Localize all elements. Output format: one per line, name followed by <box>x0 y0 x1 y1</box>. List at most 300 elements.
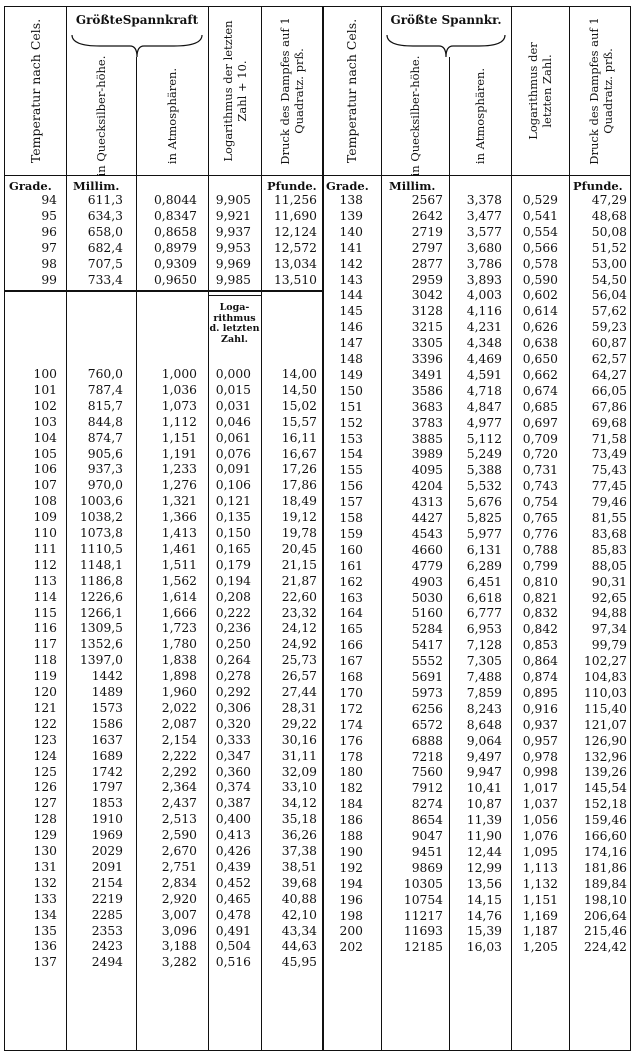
table-cell: 1,112 <box>161 414 197 429</box>
table-cell: 5160 <box>411 606 443 621</box>
table-cell: 0,360 <box>215 764 251 779</box>
table-cell: 1,321 <box>161 494 197 509</box>
table-cell: 16,03 <box>466 940 502 955</box>
table-cell: 60,87 <box>591 336 627 351</box>
table-cell: 2,751 <box>161 859 197 874</box>
table-cell: 168 <box>339 670 363 684</box>
table-cell: 4427 <box>411 511 443 525</box>
table-cell: 5973 <box>411 685 443 700</box>
table-cell: 0,765 <box>522 511 558 525</box>
table-cell: 104,83 <box>583 670 627 684</box>
table-cell: 3783 <box>411 415 443 430</box>
table-cell: 0,015 <box>215 382 251 397</box>
table-cell: 0,754 <box>522 495 558 510</box>
table-cell: 127 <box>33 796 57 811</box>
table-cell: 14,76 <box>466 908 502 923</box>
table-cell: 133 <box>33 891 57 906</box>
table-cell: 23,32 <box>281 605 317 620</box>
table-cell: 152,18 <box>583 797 627 812</box>
table-cell: 2423 <box>91 939 123 954</box>
table-cell: 159 <box>339 526 363 541</box>
table-cell: 113 <box>33 573 57 588</box>
table-cell: 107 <box>33 478 57 493</box>
table-cell: 31,11 <box>281 748 317 763</box>
header-atm <box>449 57 511 175</box>
table-cell: 15,02 <box>281 398 317 413</box>
table-cell: 123 <box>33 732 57 747</box>
table-cell: 0,516 <box>215 955 251 970</box>
table-cell: 155 <box>339 463 363 478</box>
table-cell: 9,064 <box>466 733 502 748</box>
table-cell: 2,670 <box>161 844 197 858</box>
table-cell: 110 <box>33 526 57 540</box>
header-temp-label: Temperatur nach Cels. <box>27 18 43 164</box>
table-cell: 160 <box>339 542 363 557</box>
log-note <box>208 303 261 345</box>
table-cell: 159,46 <box>583 813 627 828</box>
table-cell: 0,9309 <box>153 256 197 271</box>
table-cell: 134 <box>33 907 57 922</box>
table-cell: 165 <box>339 622 363 637</box>
table-cell: 1853 <box>91 796 123 811</box>
table-cell: 634,3 <box>87 208 123 223</box>
table-cell: 0,165 <box>215 541 251 556</box>
table-cell: 206,64 <box>583 908 627 923</box>
table-cell: 1,132 <box>522 876 558 891</box>
table-cell: 0,685 <box>522 399 558 414</box>
unit-grade: Grade. <box>9 179 52 193</box>
table-cell: 1226,6 <box>79 589 123 604</box>
log-note-line: Zahl. <box>221 333 248 345</box>
table-cell: 130 <box>33 844 57 858</box>
table-cell: 7560 <box>411 765 443 780</box>
table-cell: 0,8658 <box>153 224 197 239</box>
table-cell: 97,34 <box>591 622 627 637</box>
table-cell: 3,680 <box>466 240 502 255</box>
brace-icon <box>70 33 204 59</box>
table-cell: 9,921 <box>215 208 251 223</box>
table-cell: 9,937 <box>215 224 251 239</box>
table-cell: 167 <box>339 654 363 669</box>
table-cell: 1573 <box>91 700 123 715</box>
table-cell: 1,073 <box>161 398 197 413</box>
table-cell: 36,26 <box>281 828 317 843</box>
table-cell: 6,618 <box>466 590 502 605</box>
table-cell: 10754 <box>403 892 443 907</box>
table-cell: 1,151 <box>522 892 558 907</box>
table-cell: 71,58 <box>591 431 627 446</box>
table-cell: 1186,8 <box>79 573 123 588</box>
table-cell: 34,12 <box>281 796 317 811</box>
table-cell: 6888 <box>411 733 443 748</box>
table-cell: 56,04 <box>591 288 627 303</box>
table-cell: 787,4 <box>87 382 123 397</box>
table-cell: 2642 <box>411 208 443 223</box>
table-cell: 37,38 <box>281 844 317 858</box>
table-cell: 182 <box>339 781 363 796</box>
table-cell: 7,128 <box>466 638 502 653</box>
table-cell: 9,969 <box>215 256 251 271</box>
table-cell: 178 <box>339 749 363 764</box>
header-mm <box>66 57 136 175</box>
table-cell: 0,264 <box>215 653 251 668</box>
table-cell: 105 <box>33 446 57 461</box>
table-cell: 5691 <box>411 670 443 684</box>
table-cell: 176 <box>339 733 363 748</box>
table-cell: 1,562 <box>161 573 197 588</box>
table-cell: 3215 <box>411 320 443 335</box>
table-cell: 96 <box>41 224 57 239</box>
table-cell: 0,821 <box>522 590 558 605</box>
table-cell: 10,41 <box>466 781 502 796</box>
table-cell: 24,92 <box>281 637 317 652</box>
table-cell: 181,86 <box>583 860 627 875</box>
table-cell: 1,614 <box>161 589 197 604</box>
table-cell: 4,348 <box>466 336 502 351</box>
table-cell: 32,09 <box>281 764 317 779</box>
table-cell: 4313 <box>411 495 443 510</box>
table-cell: 1,461 <box>161 541 197 556</box>
table-cell: 3683 <box>411 399 443 414</box>
header-atm-label: in Atmosphären. <box>473 67 487 165</box>
unit-grade: Grade. <box>326 179 369 193</box>
log-note-line: Loga- <box>219 302 250 313</box>
table-cell: 6,451 <box>466 574 502 589</box>
table-cell: 0,194 <box>215 573 251 588</box>
table-cell: 118 <box>33 653 57 668</box>
table-cell: 22,60 <box>281 589 317 604</box>
table-cell: 2797 <box>411 240 443 255</box>
table-cell: 1,037 <box>522 797 558 812</box>
table-cell: 4,469 <box>466 352 502 366</box>
table-cell: 184 <box>339 797 363 812</box>
table-cell: 10305 <box>403 876 443 891</box>
table-cell: 67,86 <box>591 399 627 414</box>
table-cell: 85,83 <box>591 542 627 557</box>
table-cell: 0,061 <box>215 430 251 445</box>
table-cell: 12,44 <box>466 844 502 859</box>
table-cell: 140 <box>339 224 363 239</box>
table-cell: 33,10 <box>281 780 317 795</box>
header-log-label: Logarithmus der letzten Zahl. <box>526 42 554 140</box>
table-cell: 11217 <box>403 908 443 923</box>
table-cell: 733,4 <box>87 272 123 287</box>
table-cell: 1,838 <box>161 653 197 668</box>
table-cell: 0,150 <box>215 526 251 540</box>
table-cell: 110,03 <box>583 685 627 700</box>
table-cell: 1586 <box>91 716 123 731</box>
table-cell: 14,00 <box>281 367 317 381</box>
table-cell: 129 <box>33 828 57 843</box>
table-cell: 2,590 <box>161 828 197 843</box>
table-cell: 4095 <box>411 463 443 478</box>
table-cell: 2,920 <box>161 891 197 906</box>
table-cell: 1,780 <box>161 637 197 652</box>
table-cell: 156 <box>339 479 363 494</box>
table-cell: 174 <box>339 717 363 732</box>
table-cell: 15,57 <box>281 414 317 429</box>
table-cell: 143 <box>339 272 363 287</box>
table-cell: 35,18 <box>281 812 317 827</box>
table-cell: 0,387 <box>215 796 251 811</box>
table-cell: 0,413 <box>215 828 251 843</box>
table-cell: 0,250 <box>215 637 251 652</box>
header-druck-label: Druck des Dampfes auf 1 Quadratz. prß. <box>277 17 306 165</box>
table-cell: 28,31 <box>281 700 317 715</box>
table-cell: 9047 <box>411 829 443 843</box>
table-cell: 0,9650 <box>153 272 197 287</box>
table-cell: 0,439 <box>215 859 251 874</box>
table-cell: 1,511 <box>161 557 197 572</box>
table-cell: 0,179 <box>215 557 251 572</box>
table-cell: 152 <box>339 415 363 430</box>
table-cell: 13,034 <box>273 256 317 271</box>
table-cell: 1969 <box>91 828 123 843</box>
table-cell: 0,076 <box>215 446 251 461</box>
table-cell: 1,113 <box>522 860 558 875</box>
table-cell: 11693 <box>403 924 443 939</box>
table-cell: 50,08 <box>591 224 627 239</box>
table-cell: 102,27 <box>583 654 627 669</box>
table-cell: 2219 <box>91 891 123 906</box>
table-cell: 102 <box>33 398 57 413</box>
table-cell: 874,7 <box>87 430 123 445</box>
table-cell: 157 <box>339 495 363 510</box>
table-cell: 126 <box>33 780 57 795</box>
table-cell: 0,978 <box>522 749 558 764</box>
table-cell: 9,953 <box>215 240 251 255</box>
table-cell: 0,743 <box>522 479 558 494</box>
table-cell: 0,222 <box>215 605 251 620</box>
table-cell: 59,23 <box>591 320 627 335</box>
table-cell: 170 <box>339 685 363 700</box>
table-cell: 1,276 <box>161 478 197 493</box>
header-druck-label: Druck des Dampfes auf 1 Quadratz. prß. <box>586 17 615 165</box>
table-cell: 108 <box>33 494 57 509</box>
table-cell: 1,366 <box>161 510 197 525</box>
table-cell: 1110,5 <box>79 541 123 556</box>
table-cell: 6,777 <box>466 606 502 621</box>
table-cell: 4,591 <box>466 367 502 382</box>
table-cell: 3,378 <box>466 193 502 207</box>
table-cell: 44,63 <box>281 939 317 954</box>
table-cell: 29,22 <box>281 716 317 731</box>
table-cell: 9,985 <box>215 272 251 287</box>
table-cell: 658,0 <box>87 224 123 239</box>
table-cell: 0,578 <box>522 256 558 271</box>
table-cell: 1038,2 <box>79 510 123 525</box>
table-cell: 5,977 <box>466 526 502 541</box>
header-group-label: Größte Spannkr. <box>390 13 502 27</box>
table-cell: 10,87 <box>466 797 502 812</box>
table-cell: 69,68 <box>591 415 627 430</box>
table-cell: 109 <box>33 510 57 525</box>
table-cell: 7,305 <box>466 654 502 669</box>
table-cell: 0,478 <box>215 907 251 922</box>
table-cell: 13,510 <box>273 272 317 287</box>
table-cell: 215,46 <box>583 924 627 939</box>
table-cell: 81,55 <box>591 511 627 525</box>
table-cell: 2,364 <box>161 780 197 795</box>
table-cell: 97 <box>41 240 57 255</box>
table-cell: 9,947 <box>466 765 502 780</box>
table-cell: 970,0 <box>87 478 123 493</box>
table-cell: 0,895 <box>522 685 558 700</box>
header-druck-left <box>261 7 322 175</box>
table-cell: 189,84 <box>583 876 627 891</box>
table-cell: 0,662 <box>522 367 558 382</box>
table-cell: 0,957 <box>522 733 558 748</box>
table-cell: 148 <box>339 352 363 366</box>
table-cell: 30,16 <box>281 732 317 747</box>
table-cell: 98 <box>41 256 57 271</box>
table-cell: 0,720 <box>522 447 558 462</box>
table-cell: 135 <box>33 923 57 938</box>
table-cell: 172 <box>339 701 363 716</box>
table-cell: 0,709 <box>522 431 558 446</box>
table-cell: 0,776 <box>522 526 558 541</box>
table-cell: 611,3 <box>87 193 123 207</box>
table-cell: 1,036 <box>161 382 197 397</box>
table-cell: 114 <box>33 589 57 604</box>
table-cell: 66,05 <box>591 383 627 398</box>
table-cell: 0,541 <box>522 208 558 223</box>
table-cell: 38,51 <box>281 859 317 874</box>
table-cell: 103 <box>33 414 57 429</box>
table-cell: 149 <box>339 367 363 382</box>
table-cell: 5,825 <box>466 511 502 525</box>
table-cell: 145 <box>339 304 363 319</box>
table-cell: 27,44 <box>281 685 317 699</box>
table-cell: 815,7 <box>87 398 123 413</box>
table-cell: 24,12 <box>281 621 317 636</box>
table-cell: 0,602 <box>522 288 558 303</box>
table-cell: 3396 <box>411 352 443 366</box>
table-cell: 162 <box>339 574 363 589</box>
table-cell: 0,000 <box>215 367 251 381</box>
table-cell: 707,5 <box>87 256 123 271</box>
table-cell: 117 <box>33 637 57 652</box>
table-cell: 0,697 <box>522 415 558 430</box>
table-cell: 126,90 <box>583 733 627 748</box>
table-cell: 19,78 <box>281 526 317 540</box>
table-cell: 0,135 <box>215 510 251 525</box>
table-cell: 42,10 <box>281 907 317 922</box>
table-cell: 7218 <box>411 749 443 764</box>
table-cell: 151 <box>339 399 363 414</box>
table-cell: 2,222 <box>161 748 197 763</box>
table-cell: 2494 <box>91 955 123 970</box>
table-cell: 163 <box>339 590 363 605</box>
table-cell: 43,34 <box>281 923 317 938</box>
table-cell: 112 <box>33 557 57 572</box>
table-cell: 0,046 <box>215 414 251 429</box>
table-cell: 0,465 <box>215 891 251 906</box>
table-cell: 158 <box>339 511 363 525</box>
table-cell: 190 <box>339 844 363 859</box>
table-cell: 6572 <box>411 717 443 732</box>
table-cell: 142 <box>339 256 363 271</box>
table-cell: 1910 <box>91 812 123 827</box>
table-cell: 1,169 <box>522 908 558 923</box>
table-cell: 0,626 <box>522 320 558 335</box>
table-cell: 194 <box>339 876 363 891</box>
table-cell: 4543 <box>411 526 443 541</box>
table-cell: 95 <box>41 208 57 223</box>
header-log-label: Logarithmus der letzten Zahl + 10. <box>220 20 249 162</box>
table-cell: 147 <box>339 336 363 351</box>
table-cell: 682,4 <box>87 240 123 255</box>
header-log-right <box>511 7 569 175</box>
table-cell: 1442 <box>91 669 123 684</box>
header-log-left <box>208 7 261 175</box>
table-cell: 0,031 <box>215 398 251 413</box>
table-cell: 40,88 <box>281 891 317 906</box>
log-note-line: rithmus <box>213 312 256 324</box>
table-cell: 14,50 <box>281 382 317 397</box>
table-cell: 26,57 <box>281 669 317 684</box>
table-cell: 5,249 <box>466 447 502 462</box>
table-cell: 77,45 <box>591 479 627 494</box>
table-cell: 4660 <box>411 542 443 557</box>
table-cell: 1,151 <box>161 430 197 445</box>
table-cell: 0,306 <box>215 700 251 715</box>
table-cell: 0,650 <box>522 352 558 366</box>
table-cell: 120 <box>33 685 57 699</box>
table-cell: 14,15 <box>466 892 502 907</box>
table-cell: 6,289 <box>466 558 502 573</box>
table-cell: 937,3 <box>87 462 123 477</box>
table-cell: 11,90 <box>466 829 502 843</box>
table-cell: 4,718 <box>466 383 502 398</box>
table-cell: 153 <box>339 431 363 446</box>
table-cell: 1003,6 <box>79 494 123 509</box>
table-cell: 3,577 <box>466 224 502 239</box>
table-cell: 106 <box>33 462 57 477</box>
table-cell: 8,243 <box>466 701 502 716</box>
table-cell: 94,88 <box>591 606 627 621</box>
table-cell: 9,497 <box>466 749 502 764</box>
table-cell: 196 <box>339 892 363 907</box>
table-cell: 3,786 <box>466 256 502 271</box>
table-cell: 92,65 <box>591 590 627 605</box>
table-cell: 131 <box>33 859 57 874</box>
table-cell: 124 <box>33 748 57 763</box>
table-cell: 48,68 <box>591 208 627 223</box>
table-cell: 3042 <box>411 288 443 303</box>
column-rule <box>449 57 450 1050</box>
table-cell: 0,799 <box>522 558 558 573</box>
table-cell: 2285 <box>91 907 123 922</box>
table-cell: 0,874 <box>522 670 558 684</box>
table-cell: 8274 <box>411 797 443 812</box>
header-atm-label: in Atmosphären. <box>165 67 179 165</box>
table-cell: 3305 <box>411 336 443 351</box>
table-cell: 21,87 <box>281 573 317 588</box>
table-cell: 0,590 <box>522 272 558 287</box>
table-cell: 132,96 <box>583 749 627 764</box>
table-cell: 128 <box>33 812 57 827</box>
table-cell: 99 <box>41 272 57 287</box>
table-cell: 1489 <box>91 685 123 699</box>
table-cell: 3128 <box>411 304 443 319</box>
table-cell: 2,834 <box>161 875 197 890</box>
table-cell: 11,690 <box>273 208 317 223</box>
table-cell: 3,007 <box>161 907 197 922</box>
table-cell: 139,26 <box>583 765 627 780</box>
table-cell: 11,256 <box>273 193 317 207</box>
table-cell: 186 <box>339 813 363 828</box>
